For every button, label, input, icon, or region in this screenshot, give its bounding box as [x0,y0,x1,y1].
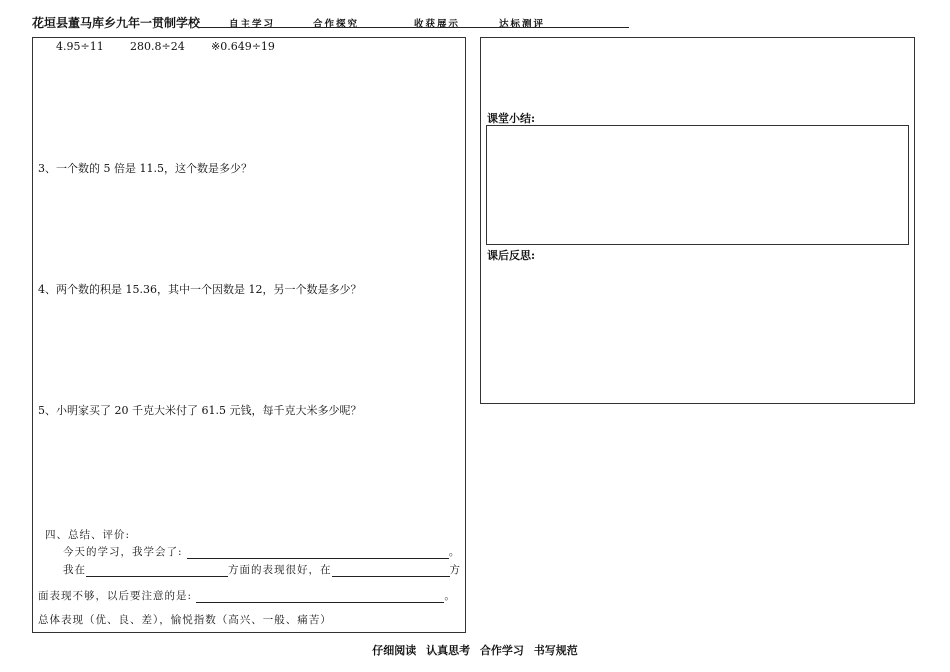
footer-item-think: 认真思考 [426,644,471,657]
calculation-2: 280.8÷24 [130,40,185,53]
performance-end: 方 [449,564,461,576]
attention-label: 面表现不够，以后要注意的是: [38,590,193,602]
good-area-blank[interactable] [86,564,228,577]
attention-end: 。 [444,590,456,602]
weak-area-blank[interactable] [332,564,450,577]
summary-line-performance [63,562,461,577]
performance-mid: 方面的表现很好，在 [228,564,332,576]
school-name: 花垣县董马库乡九年一贯制学校 [32,16,201,30]
stage-self-study: 自主学习 [229,19,276,30]
stage-harvest-display: 收获展示 [414,19,461,30]
question-5: 5、小明家买了 20 千克大米付了 61.5 元钱，每千克大米多少呢？ [38,404,362,417]
footer-item-cooperate: 合作学习 [479,644,524,657]
question-4: 4、两个数的积是 15.36，其中一个因数是 12，另一个数是多少？ [38,283,362,296]
summary-line-learned [63,544,460,559]
overall-rating: 总体表现（优、良、差），愉悦指数（高兴、一般、痛苦） [38,614,332,626]
performance-label: 我在 [63,564,86,576]
class-summary-box[interactable] [486,125,909,245]
summary-heading: 四、总结、评价: [45,529,131,541]
calculation-3: ※0.649÷19 [211,40,275,53]
calculation-1: 4.95÷11 [56,40,104,53]
stage-assessment: 达标测评 [499,19,546,30]
header-underline [198,27,629,28]
learned-label: 今天的学习，我学会了: [63,546,183,558]
footer-item-read: 仔细阅读 [372,644,417,657]
learned-end: 。 [448,546,461,558]
stage-cooperative-inquiry: 合作探究 [313,19,360,30]
footer-item-write: 书写规范 [533,644,578,657]
learned-blank[interactable] [187,546,449,559]
class-summary-label: 课堂小结: [487,112,536,125]
question-3: 3、一个数的 5 倍是 11.5，这个数是多少？ [38,162,252,175]
reflection-label: 课后反思: [487,249,536,262]
footer-motto [0,642,950,658]
summary-line-attention [38,588,456,603]
attention-blank[interactable] [196,590,444,603]
